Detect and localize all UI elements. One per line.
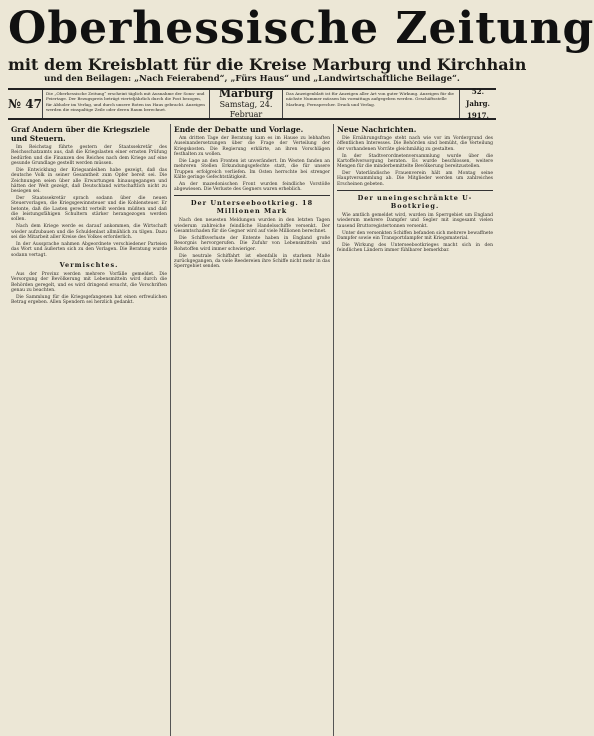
divider [174, 195, 330, 196]
paragraph: Die Entwicklung der Kriegsanleihen habe gezeigt, daß das deutsche Volk in seiner Gesamtheit zum Opfer bereit sei. Die Zeichnungen seien über alle Erwartungen hinausgegangen und hätten der Welt gezeigt, daß Deutschland wirtschaftlich nicht zu besiegen sei. [11, 167, 167, 195]
paragraph: Nach dem Kriege werde es darauf ankommen, die Wirtschaft wieder aufzubauen und die Schuldenlast allmählich zu tilgen. Dazu sei die Mitarbeit aller Kreise des Volkes erforderlich. [11, 224, 167, 240]
paragraph: Unter den versenkten Schiffen befanden sich mehrere bewaffnete Dampfer sowie ein Transportdampfer mit Kriegsmaterial. [337, 230, 493, 241]
article-body [174, 218, 330, 269]
column-2 [170, 124, 333, 736]
article-body [337, 136, 493, 187]
volume-year: 1917. [467, 111, 489, 120]
paragraph: Aus der Provinz werden mehrere Vorfälle gemeldet. Die Versorgung der Bevölkerung mit Lebensmitteln wird durch die Behörden geregelt, und es wird dringend ersucht, die Vorschriften genau zu beachten. [11, 271, 167, 293]
paragraph: Die Lage an den Fronten ist unverändert. Im Westen fanden an mehreren Stellen Erkundungsgefechte statt, die für unsere Truppen erfolgreich verliefen. Im Osten herrschte bei strenger Kälte geringe Gefechtstätigkeit. [174, 158, 330, 180]
article-columns [8, 124, 496, 736]
divider [337, 190, 493, 191]
column-3 [333, 124, 496, 736]
article-headline: Neue Nachrichten. [337, 125, 417, 134]
paragraph: Am dritten Tage der Beratung kam es im Hause zu lebhaften Auseinandersetzungen über die Frage der Verteilung der Kriegskosten. Die Regierung erklärte, an ihren Vorschlägen festhalten zu wollen. [174, 136, 330, 158]
paragraph: Der Vaterländische Frauenverein hält am Montag seine Hauptversammlung ab. Die Mitglieder werden um zahlreiches Erscheinen gebeten. [337, 171, 493, 187]
subtitle-line-1: mit dem Kreisblatt für die Kreise Marburg und Kirchhain [8, 55, 527, 74]
paragraph: In der Stadtverordnetenversammlung wurde über die Kartoffelversorgung beraten. Es wurde beschlossen, weitere Mengen für die minderbemittelte Bevölkerung bereitzustellen. [337, 153, 493, 170]
article-body [11, 145, 167, 258]
section-heading: Der uneingeschränkte U-Bootkrieg. [357, 194, 473, 211]
volume-number: 52. Jahrg. [466, 87, 490, 108]
masthead-title: Oberhessische Zeitung [8, 3, 594, 54]
volume-info [459, 87, 496, 120]
paragraph: Die Ernährungsfrage steht nach wie vor im Vordergrund des öffentlichen Interesses. Die Behörden sind bemüht, die Verteilung der vorhandenen Vorräte gleichmäßig zu gestalten. [337, 136, 493, 152]
article-body [337, 213, 493, 253]
paragraph: In der Aussprache nahmen Abgeordnete verschiedener Parteien das Wort und äußerten sich zu den Vorlagen. Die Beratung wurde sodann vertagt. [11, 241, 167, 258]
dateline [210, 87, 282, 119]
paragraph: Im Reichstag führte gestern der Staatssekretär des Reichsschatzamts aus, daß die Kriegslasten einer ernsten Prüfung bedürfen und die Finanzen des Reiches nach dem Kriege auf eine gesunde Grundlage gestellt werden müssen. [11, 145, 167, 167]
subtitle-line-2: und den Beilagen: „Nach Feierabend“, „Fürs Haus“ und „Landwirtschaftliche Beilage“. [44, 74, 460, 84]
paragraph: Die Schiffsverluste der Entente haben in England große Besorgnis hervorgerufen. Die Zufuhr von Lebensmitteln und Rohstoffen wird immer schwieriger. [174, 235, 330, 252]
paragraph: Der Staatssekretär sprach sodann über die neuen Steuervorlagen, die Kriegsgewinnsteuer und die Kohlensteuer. Er betonte, daß die Lasten gerecht verteilt werden müßten und daß die leistungsfähigen Schultern stärker herangezogen werden sollen. [11, 196, 167, 223]
subscription-info: Die „Oberhessische Zeitung“ erscheint täglich mit Ausnahme der Sonn- und Feiertage. Der Bezugspreis beträgt vierteljährlich durch die Post bezogen, für Abholer im Verlag, und durch unsere Boten ins Haus gebracht. Anzeigen werden die einspaltige Zeile oder deren Raum berechnet. [43, 90, 210, 118]
advertising-info: Das Anzeigenblatt ist für Anzeigen aller Art von guter Wirkung. Anzeigen für die nächste Nummer müssen bis vormittags aufgegeben werden. Geschäftsstelle Marburg, Fernsprecher. Druck und Verlag. [282, 90, 459, 118]
masthead [8, 3, 594, 55]
issue-info-bar [8, 88, 496, 120]
paragraph: Die neutrale Schiffahrt ist ebenfalls in starkem Maße zurückgegangen, da viele Reedereien ihre Schiffe nicht mehr in das Sperrgebiet senden. [174, 253, 330, 270]
paragraph: Nach den neuesten Meldungen wurden in den letzten Tagen wiederum zahlreiche feindliche Handelsschiffe versenkt. Der Gesamtschaden für die Gegner wird auf viele Millionen berechnet. [174, 218, 330, 235]
column-1 [8, 124, 170, 736]
paragraph: An der mazedonischen Front wurden feindliche Vorstöße abgewiesen. Die Verluste des Gegners waren erheblich. [174, 181, 330, 193]
place-name: Marburg [218, 87, 274, 100]
issue-number: № 47 [8, 90, 43, 118]
paragraph: Wie amtlich gemeldet wird, wurden im Sperrgebiet um England wiederum mehrere Dampfer und Segler mit insgesamt vielen tausend Bruttoregistertonnen versenkt. [337, 213, 493, 229]
article-headline: Ende der Debatte und Vorlage. [174, 125, 304, 134]
paragraph: Die Sammlung für die Kriegsgefangenen hat einen erfreulichen Betrag ergeben. Allen Spendern sei herzlich gedankt. [11, 294, 167, 306]
article-body [11, 272, 167, 306]
section-heading: Der Unterseebootkrieg. 18 Millionen Mark [190, 199, 314, 216]
paragraph: Die Wirkung des Unterseebootkrieges macht sich in den feindlichen Ländern immer fühlbarer bemerkbar. [337, 242, 493, 254]
article-body [174, 136, 330, 192]
section-heading: Vermischtes. [59, 260, 119, 269]
article-headline: Graf Andern über die Kriegsziele und Steuern. [11, 125, 150, 143]
issue-date: Samstag, 24. Februar [219, 100, 273, 119]
